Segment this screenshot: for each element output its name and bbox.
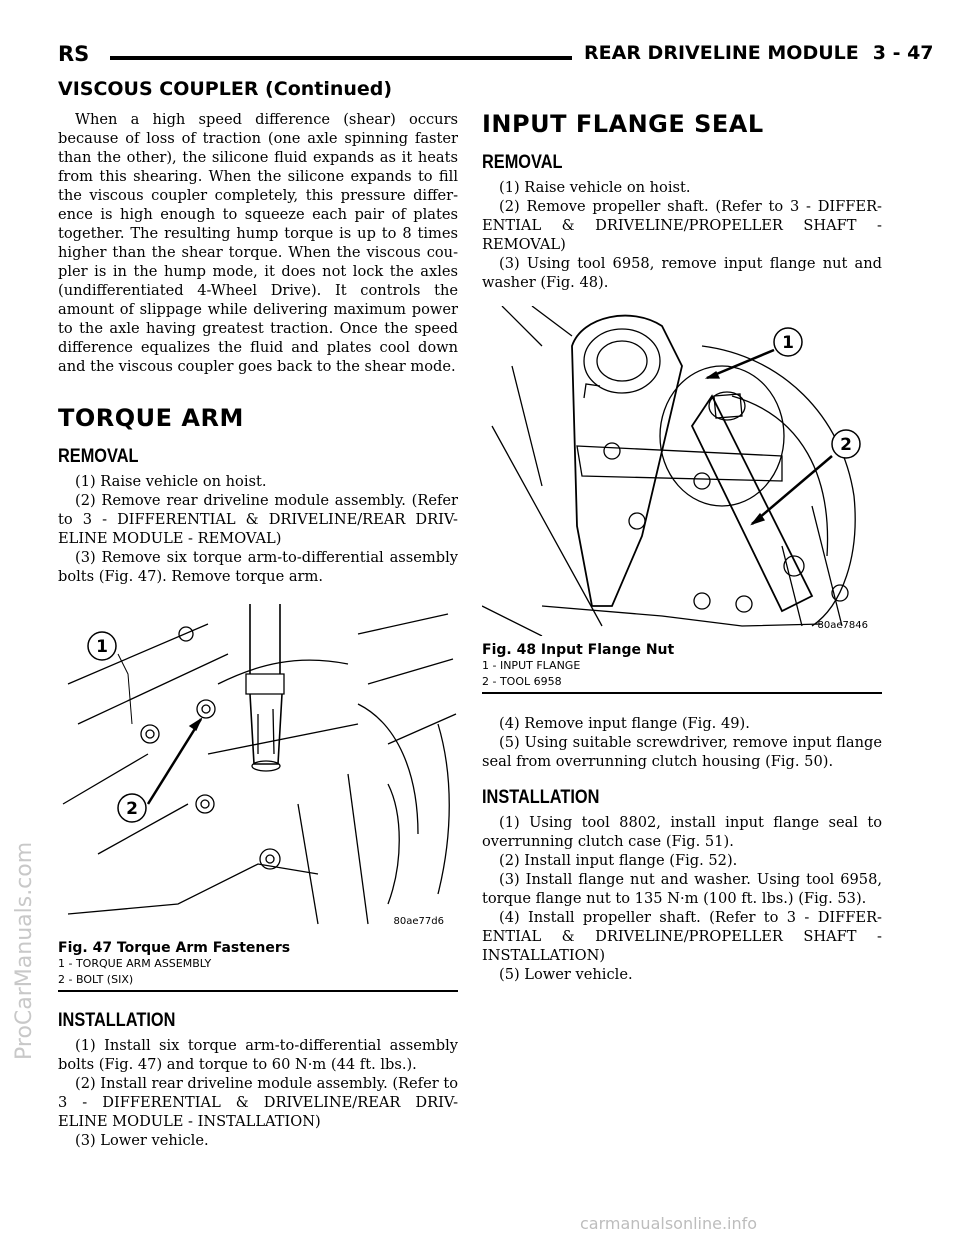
callout-2 bbox=[118, 794, 146, 822]
callout-1-label: 1 bbox=[782, 333, 794, 353]
installation-step: (3) Install flange nut and washer. Using tool 6958, torque flange nut to 135 N·m (100 ft. lbs.) (Fig. 53). bbox=[482, 871, 882, 907]
removal-step: (5) Using suitable screwdriver, remove input flange seal from overrunning clutch housing (Fig. 50). bbox=[482, 734, 882, 770]
installation-step: (2) Install rear driveline module assembly. (Refer to 3 - DIFFERENTIAL & DRIVELINE/REAR DRIV- ELINE MODULE - INSTALLATION) bbox=[58, 1075, 458, 1130]
right-column bbox=[482, 110, 882, 984]
figure-legend-item: 2 - TOOL 6958 bbox=[482, 675, 562, 688]
header-title-block bbox=[584, 42, 934, 64]
figure-legend-item: 1 - INPUT FLANGE bbox=[482, 659, 581, 672]
section-title-input-flange-seal: INPUT FLANGE SEAL bbox=[482, 110, 764, 138]
installation-step: (5) Lower vehicle. bbox=[499, 966, 633, 983]
removal-heading: REMOVAL bbox=[482, 152, 563, 173]
removal-step: (3) Remove six torque arm-to-differential assembly bolts (Fig. 47). Remove torque arm. bbox=[58, 549, 458, 585]
callout-2 bbox=[832, 430, 860, 458]
removal-step: (2) Remove rear driveline module assembly. (Refer to 3 - DIFFERENTIAL & DRIVELINE/REAR DRIV- ELINE MODULE - REMOVAL) bbox=[58, 492, 458, 547]
installation-heading: INSTALLATION bbox=[58, 1010, 176, 1031]
callout-1 bbox=[88, 632, 116, 660]
page-number: 3 - 47 bbox=[872, 42, 934, 64]
side-watermark: ProCarManuals.com bbox=[12, 841, 37, 1060]
left-column bbox=[58, 110, 458, 1150]
installation-step: (1) Install six torque arm-to-differential assembly bolts (Fig. 47) and torque to 60 N·m (44 ft. lbs.). bbox=[58, 1037, 458, 1073]
figure-rule bbox=[58, 990, 458, 992]
figure-48 bbox=[482, 306, 882, 694]
installation-heading: INSTALLATION bbox=[482, 787, 600, 808]
figure-rule bbox=[482, 692, 882, 694]
installation-step: (2) Install input flange (Fig. 52). bbox=[499, 852, 738, 869]
input-flange-illustration bbox=[482, 306, 882, 636]
installation-step: (1) Using tool 8802, install input flange seal to overrunning clutch case (Fig. 51). bbox=[482, 814, 882, 850]
figure-legend-item: 2 - BOLT (SIX) bbox=[58, 973, 134, 986]
figure-47 bbox=[58, 604, 458, 992]
header-section-code: RS bbox=[58, 42, 90, 66]
torque-arm-illustration bbox=[58, 604, 458, 934]
removal-step: (4) Remove input flange (Fig. 49). bbox=[499, 715, 750, 732]
installation-step: (4) Install propeller shaft. (Refer to 3 - DIFFER- ENTIAL & DRIVELINE/PROPELLER SHAFT - INSTALLATION) bbox=[482, 909, 882, 964]
removal-step: (1) Raise vehicle on hoist. bbox=[75, 473, 267, 490]
removal-step: (1) Raise vehicle on hoist. bbox=[499, 179, 691, 196]
footer-watermark: carmanualsonline.info bbox=[580, 1214, 758, 1233]
figure-caption: Fig. 48 Input Flange Nut bbox=[482, 642, 675, 658]
callout-1-label: 1 bbox=[96, 637, 108, 657]
header-title: REAR DRIVELINE MODULE bbox=[584, 42, 859, 64]
figure-code: 80ae77d6 bbox=[393, 916, 444, 927]
removal-step: (3) Using tool 6958, remove input flange nut and washer (Fig. 48). bbox=[482, 255, 882, 291]
callout-1 bbox=[774, 328, 802, 356]
figure-code: 80ae7846 bbox=[817, 620, 868, 631]
installation-step: (3) Lower vehicle. bbox=[75, 1132, 209, 1149]
removal-step: (2) Remove propeller shaft. (Refer to 3 - DIFFER- ENTIAL & DRIVELINE/PROPELLER SHAFT - REMOVAL) bbox=[482, 198, 882, 253]
intro-paragraph: When a high speed difference (shear) occurs because of loss of traction (one axle spinning faster than the other), the silicone fluid expands as it heats from this shearing. When the silicone expands to fill the viscous coupler completely, this pressure differ- ence is high enough to squeeze each pair of plates together. The resulting hump torque is up to 8 times higher than the shear torque. When the viscous cou- pler is in the hump mode, it does not lock the axles (undifferentiated 4-Wheel Drive). It controls the amount of slippage while delivering maximum power to the axle having greatest traction. Once the speed difference equalizes the fluid and plates cool down and the viscous coupler goes back to the shear mode. bbox=[58, 111, 458, 375]
section-title-torque-arm: TORQUE ARM bbox=[58, 404, 244, 432]
figure-caption: Fig. 47 Torque Arm Fasteners bbox=[58, 940, 291, 956]
continued-heading: VISCOUS COUPLER (Continued) bbox=[58, 78, 393, 100]
header-rule bbox=[110, 56, 572, 60]
removal-heading: REMOVAL bbox=[58, 446, 139, 467]
figure-legend-item: 1 - TORQUE ARM ASSEMBLY bbox=[58, 957, 212, 970]
callout-2-label: 2 bbox=[840, 435, 852, 455]
callout-2-label: 2 bbox=[126, 799, 138, 819]
